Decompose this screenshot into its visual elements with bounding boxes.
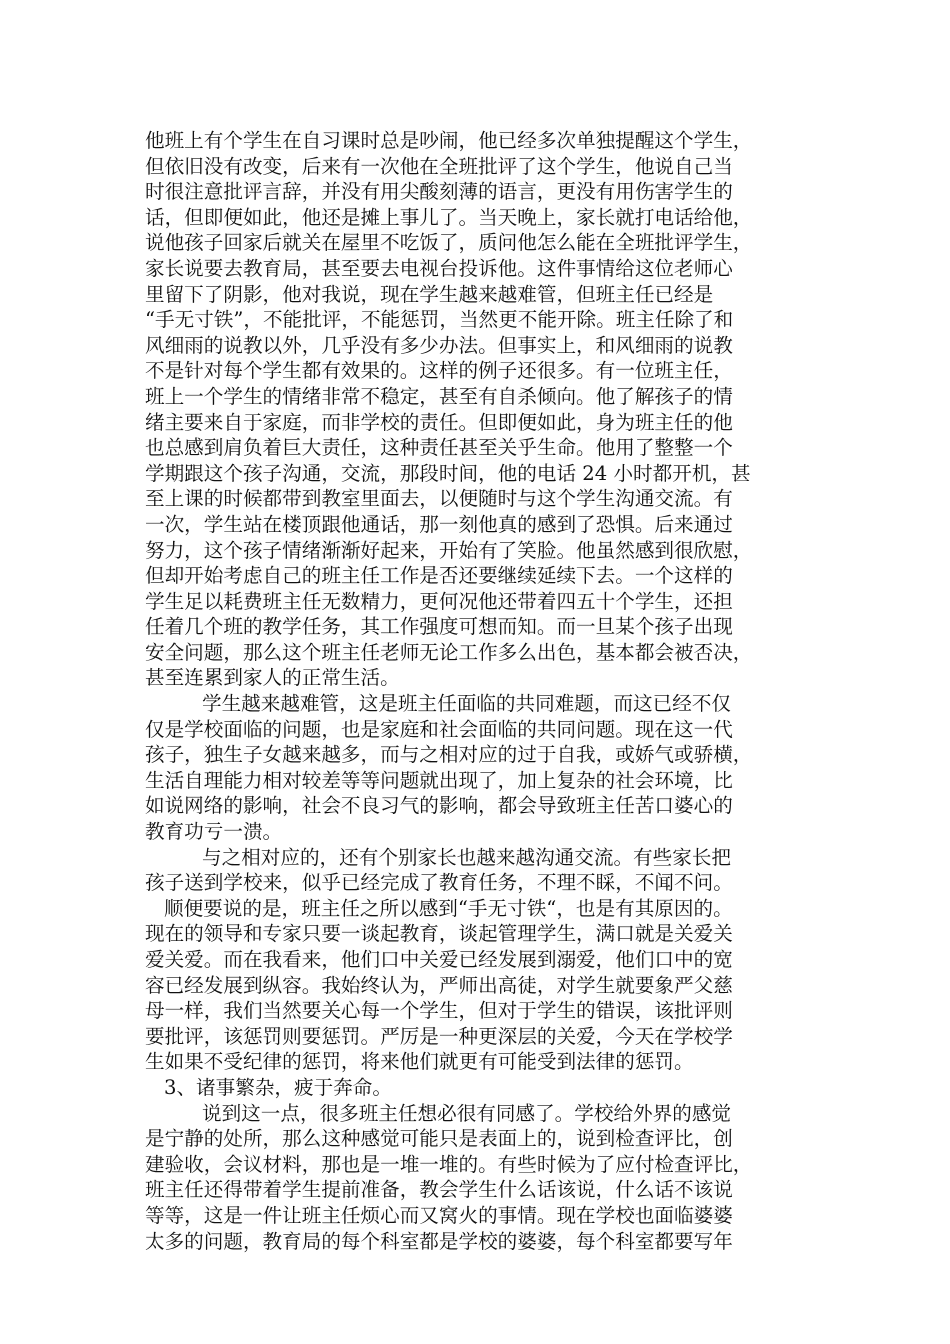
section-heading: 3、诸事繁杂，疲于奔命。 [164,1075,392,1099]
text-line: 任着几个班的教学任务，其工作强度可想而知。而一旦某个孩子出现 [145,615,733,639]
text-line: 母一样，我们当然要关心每一个学生，但对于学生的错误，该批评则 [145,999,733,1023]
text-line: 不是针对每个学生都有效果的。这样的例子还很多。有一位班主任， [145,359,733,383]
text-line: 等等，这是一件让班主任烦心而又窝火的事情。现在学校也面临婆婆 [145,1203,733,1227]
text-line: 生如果不受纪律的惩罚，将来他们就更有可能受到法律的惩罚。 [145,1050,694,1074]
text-line: 孩子，独生子女越来越多，而与之相对应的过于自我，或娇气或骄横， [145,743,753,767]
text-line: 现在的领导和专家只要一谈起教育，谈起管理学生，满口就是关爱关 [145,922,733,946]
text-line: 是宁静的处所，那么这种感觉可能只是表面上的，说到检查评比，创 [145,1127,733,1151]
text-line: 要批评，该惩罚则要惩罚。严厉是一种更深层的关爱，今天在学校学 [145,1024,733,1048]
text-line: 学生越来越难管，这是班主任面临的共同难题，而这已经不仅 [202,692,732,716]
text-line: 努力，这个孩子情绪渐渐好起来，开始有了笑脸。他虽然感到很欣慰， [145,538,753,562]
paragraph-3 [145,845,805,896]
text-line: 一次，学生站在楼顶跟他通话，那一刻他真的感到了恐惧。后来通过 [145,512,733,536]
paragraph-5 [145,1101,805,1255]
text-line: 家长说要去教育局，甚至要去电视台投诉他。这件事情给这位老师心 [145,256,733,280]
text-line: 时很注意批评言辞，并没有用尖酸刻薄的语言，更没有用伤害学生的 [145,180,733,204]
paragraph-2 [145,691,805,845]
text-line: 生活自理能力相对较差等等问题就出现了，加上复杂的社会环境，比 [145,768,733,792]
text-line: 绪主要来自于家庭，而非学校的责任。但即便如此，身为班主任的他 [145,410,733,434]
text-line: 安全问题，那么这个班主任老师无论工作多么出色，基本都会被否决， [145,640,753,664]
text-line: 仅是学校面临的问题，也是家庭和社会面临的共同问题。现在这一代 [145,717,733,741]
text-line: 顺便要说的是，班主任之所以感到“手无寸铁“，也是有其原因的。 [164,896,733,920]
document-body [145,128,805,1254]
text-line: 但依旧没有改变，后来有一次他在全班批评了这个学生，他说自己当 [145,154,733,178]
text-line: 爱关爱。而在我看来，他们口中关爱已经发展到溺爱，他们口中的宽 [145,948,733,971]
text-line: 甚至连累到家人的正常生活。 [145,666,400,690]
text-line: 太多的问题，教育局的每个科室都是学校的婆婆，每个科室都要写年 [145,1229,733,1253]
text-line: 教育功亏一溃。 [145,820,283,844]
text-line: 建验收，会议材料，那也是一堆一堆的。有些时候为了应付检查评比， [145,1152,753,1176]
paragraph-4 [145,896,805,1075]
text-line: 与之相对应的，还有个别家长也越来越沟通交流。有些家长把 [202,845,732,869]
text-line: 他班上有个学生在自习课时总是吵闹，他已经多次单独提醒这个学生， [145,129,753,152]
text-line: 说到这一点，很多班主任想必很有同感了。学校给外界的感觉 [202,1101,732,1125]
text-line: 风细雨的说教以外，几乎没有多少办法。但事实上，和风细雨的说教 [145,333,733,357]
text-line: 但却开始考虑自己的班主任工作是否还要继续延续下去。一个这样的 [145,564,733,588]
text-line: 班上一个学生的情绪非常不稳定，甚至有自杀倾向。他了解孩子的情 [145,384,733,408]
text-line: 容已经发展到纵容。我始终认为，严师出高徒，对学生就要象严父慈 [145,973,733,997]
paragraph-1 [145,128,805,691]
text-line: 至上课的时候都带到教室里面去，以便随时与这个学生沟通交流。有 [145,487,733,511]
text-line: 学生足以耗费班主任无数精力，更何况他还带着四五十个学生，还担 [145,589,733,613]
text-line: 里留下了阴影，他对我说，现在学生越来越难管，但班主任已经是 [145,282,714,306]
text-line: 也总感到肩负着巨大责任，这种责任甚至关乎生命。他用了整整一个 [145,436,733,460]
text-line: 学期跟这个孩子沟通，交流，那段时间，他的电话 24 小时都开机，甚 [145,461,751,485]
text-line: 班主任还得带着学生提前准备，教会学生什么话该说，什么话不该说 [145,1178,733,1202]
text-line: 如说网络的影响，社会不良习气的影响，都会导致班主任苦口婆心的 [145,794,733,818]
text-line: 说他孩子回家后就关在屋里不吃饭了，质问他怎么能在全班批评学生， [145,231,753,255]
text-line: 话，但即便如此，他还是摊上事儿了。当天晚上，家长就打电话给他， [145,205,753,229]
text-line: 孩子送到学校来，似乎已经完成了教育任务，不理不睬，不闻不问。 [145,871,733,895]
text-line: “手无寸铁”，不能批评，不能惩罚，当然更不能开除。班主任除了和 [145,308,734,332]
